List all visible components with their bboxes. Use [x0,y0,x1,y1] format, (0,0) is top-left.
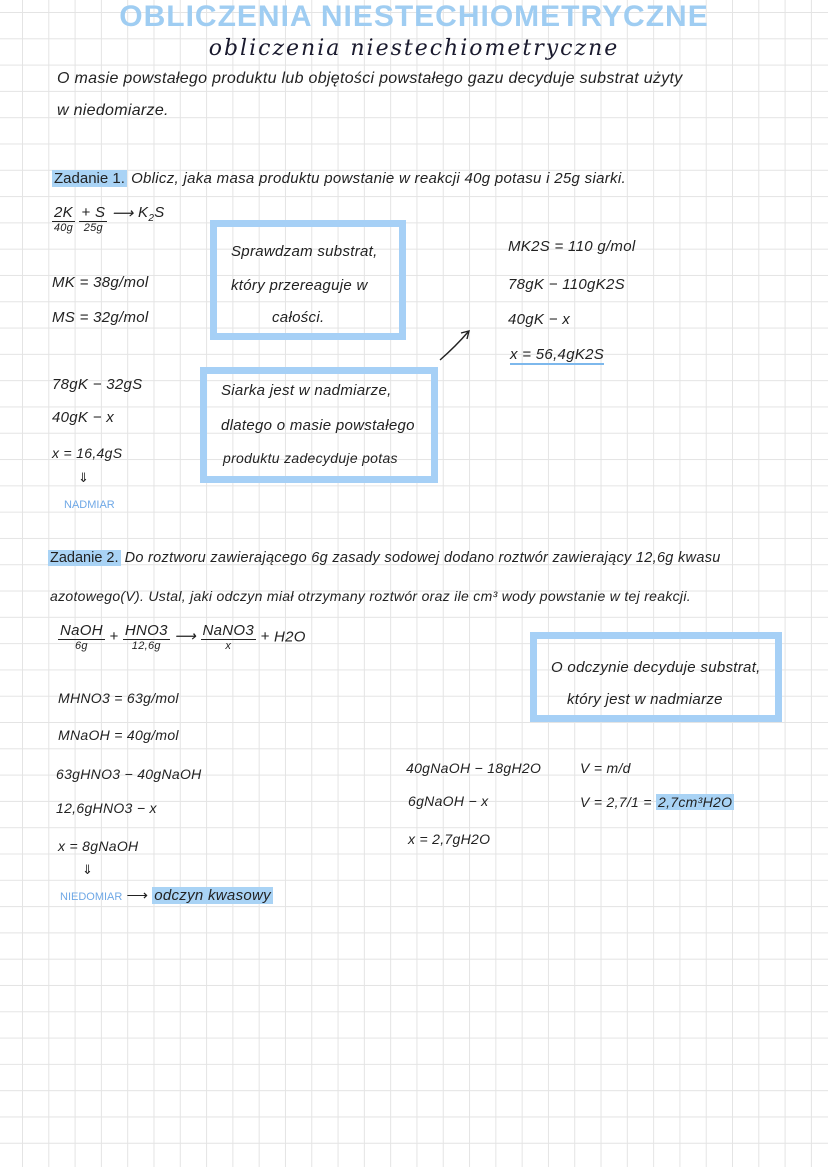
note-line: Sprawdzam substrat, [231,243,378,260]
molar-mass-k: MK = 38g/mol [52,274,149,291]
product-2: S [154,204,165,221]
calc-line: 40gK − x [52,409,115,426]
volume-calc-text: V = 2,7/1 = [580,794,652,810]
task1-text: Oblicz, jaka masa produktu powstanie w reakcji 40g potasu i 25g siarki. [131,170,626,187]
task1-equation [52,204,165,234]
calc-line: 63gHNO3 − 40gNaOH [56,766,202,782]
result-line: x = 56,4gK2S [510,346,605,363]
reactant-1: NaOH [60,622,103,639]
product: K [138,204,149,221]
note-line: który jest w nadmiarze [567,691,723,708]
reactant-2: S [94,204,106,221]
page-title: obliczenia niestechiometryczne [208,36,620,61]
product-subscript: 2 [148,213,155,224]
volume-calc [580,794,734,810]
task2-text-2: azotowego(V). Ustal, jaki odczyn miał otrzymany roztwór oraz ile cm³ wody powstanie w tej reakcji. [50,588,691,604]
task1-heading [52,170,626,187]
reactant-2-mass: 12,6g [131,640,161,652]
note-line: produktu zadecyduje potas [223,450,398,466]
task2-equation: $\frac{\text{NaOH}}{6g}$ + $\frac{\text{HNO3}}{12,6g}$ ⟶ $\frac{\text{NaNO3}}{x}$ + H2O [60,622,306,652]
note-box-3 [530,632,782,722]
reactant-2: HNO3 [124,622,168,639]
volume-formula: V = m/d [580,760,631,776]
note-line: O odczynie decyduje substrat, [551,659,761,676]
deficit-label: NIEDOMIAR [60,891,123,903]
curved-arrow-icon [436,326,476,362]
calc-line: MHNO3 = 63g/mol [58,690,179,706]
note-line: który przereaguje w [231,277,368,294]
arrow-down-icon: ⇓ [78,470,89,485]
reactant-1: 2K [54,204,73,221]
note-box-2 [200,367,438,483]
calc-line: 40gK − x [508,311,571,328]
intro-line-1: O masie powstałego produktu lub objętości powstałego gazu decyduje substrat użyty [57,70,683,87]
title-watercolor: OBLICZENIA NIESTECHIOMETRYCZNE [119,0,709,33]
volume-result: 2,7cm³H2O [658,794,733,810]
result-row [60,886,273,904]
reactant-1-mass: 40g [53,222,74,234]
result-acidic: odczyn kwasowy [154,887,271,904]
calc-line: x = 16,4gS [52,445,123,461]
plus: + [81,204,91,221]
note-line: Siarka jest w nadmiarze, [221,382,392,399]
reaction-arrow: ⟶ [111,205,134,222]
task2-text-1: Do roztworu zawierającego 6g zasady sodowej dodano roztwór zawierający 12,6g kwasu [124,550,721,566]
intro-line-2: w niedomiarze. [57,102,169,119]
note-line: dlatego o masie powstałego [221,417,415,434]
task2-label: Zadanie 2. [50,550,119,566]
product-1-mass: x [225,640,232,652]
calc-line: MK2S = 110 g/mol [508,238,636,255]
note-line: całości. [272,309,325,326]
product-1: NaNO3 [202,622,255,639]
calc-line: 78gK − 32gS [52,376,143,393]
molar-mass-s: MS = 32g/mol [52,309,149,326]
calc-line: 78gK − 110gK2S [508,276,625,293]
calc-line: 6gNaOH − x [408,793,489,809]
task2-heading [48,550,721,566]
reactant-2-mass: 25g [83,222,103,234]
calc-line: MNaOH = 40g/mol [58,727,179,743]
reactant-1-mass: 6g [75,640,88,652]
note-box-1 [210,220,406,340]
calc-line: x = 2,7gH2O [408,831,491,847]
product-2: H2O [274,628,306,646]
task1-label: Zadanie 1. [54,170,125,187]
calc-line: 40gNaOH − 18gH2O [406,760,542,776]
excess-label: NADMIAR [64,499,115,511]
right-arrow-icon: ⟶ [126,887,149,904]
arrow-down-icon: ⇓ [82,862,93,877]
calc-line: 12,6gHNO3 − x [56,800,157,816]
calc-line: x = 8gNaOH [58,838,139,854]
